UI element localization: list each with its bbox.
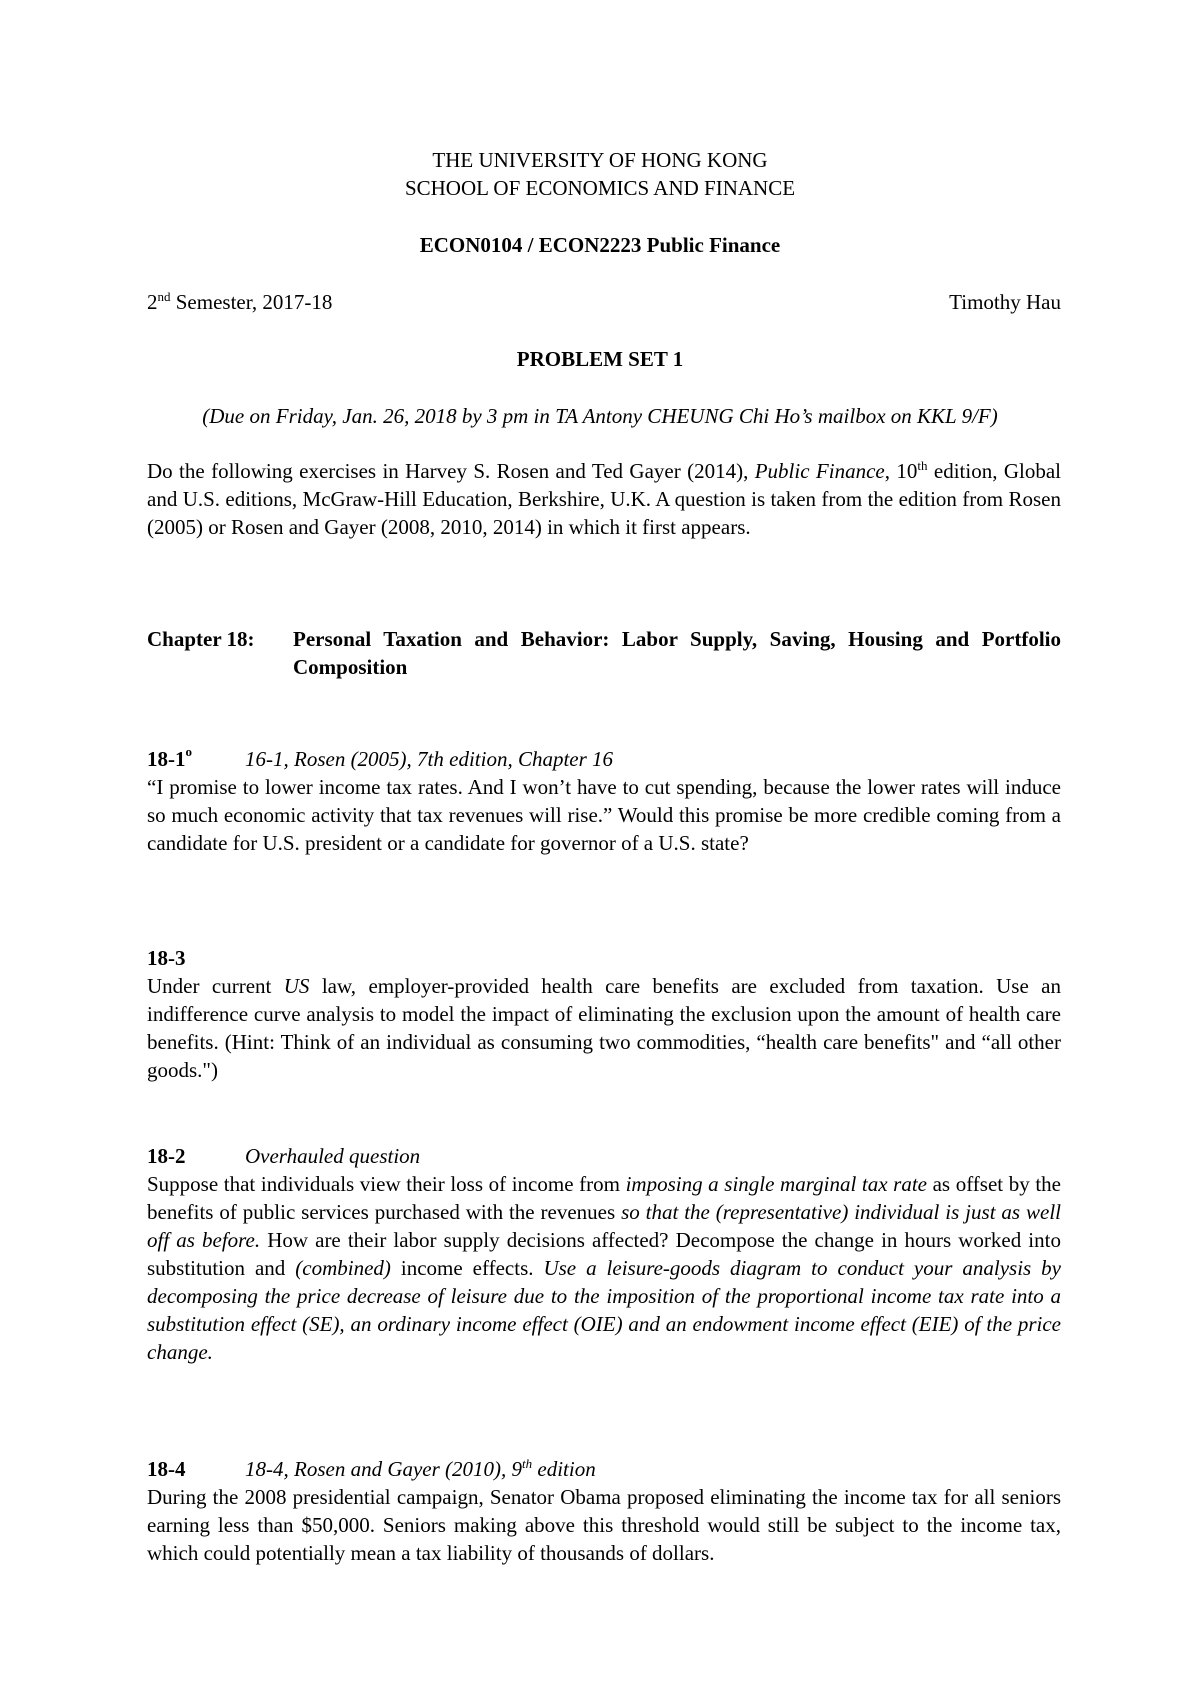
question-text: Suppose that individuals view their loss of income from imposing a single marginal tax rate as offset by the benefits of public services purchased with the revenues so that the (representative) individual is just as well off as before. How are their labor supply decisions affected? Decompose the change in hours worked into substitution and (combined) income effects. Use a leisure-goods diagram to conduct your analysis by decomposing the price decrease of leisure due to the imposition of the proportional income tax rate into a substitution effect (SE), an ordinary income effect (OIE) and an endowment income effect (EIE) of the price change.	[147, 1172, 1061, 1364]
intro-paragraph: Do the following exercises in Harvey S. Rosen and Ted Gayer (2014), Public Finance, 10th edition, Global and U.S. editions, McGraw-Hill Education, Berkshire, U.K. A question is taken from the edition from Rosen (2005) or Rosen and Gayer (2008, 2010, 2014) in which it first appears.	[147, 458, 1062, 539]
university-name: THE UNIVERSITY OF HONG KONG	[432, 148, 768, 172]
question-source: 16-1, Rosen (2005), 7th edition, Chapter 16	[245, 747, 614, 771]
chapter-label: Chapter 18:	[147, 627, 255, 651]
question-text: During the 2008 presidential campaign, Senator Obama proposed eliminating the income tax for all seniors earning less than $50,000. Seniors making above this threshold would still be subject to the income tax, which could potentially mean a tax liability of thousands of dollars.	[147, 1485, 1061, 1565]
question-source: Overhauled question	[245, 1144, 421, 1168]
chapter-title: Personal Taxation and Behavior: Labor Supply, Saving, Housing and Portfolio Composition	[293, 627, 1061, 679]
question-number: 18-2	[147, 1144, 186, 1168]
course-title: ECON0104 / ECON2223 Public Finance	[419, 233, 781, 257]
question-number: 18-4	[147, 1457, 186, 1481]
question-source: 18-4, Rosen and Gayer (2010), 9th edition	[245, 1456, 596, 1481]
question-text: Under current US law, employer-provided health care benefits are excluded from taxation. Use an indifference curve analysis to model the impact of eliminating the exclusion upon the amount of health care benefits. (Hint: Think of an individual as consuming two commodities, “health care benefits" and “all other goods.")	[147, 974, 1061, 1082]
question-number: 18-1$^o$	[147, 744, 192, 771]
semester: 2nd Semester, 2017-18	[147, 289, 333, 314]
question-text: “I promise to lower income tax rates. And I won’t have to cut spending, because the lower rates will induce so much economic activity that tax revenues will rise.” Would this promise be more credible coming from a candidate for U.S. president or a candidate for governor of a U.S. state?	[147, 775, 1061, 855]
question-number: 18-3	[147, 946, 186, 970]
school-name: SCHOOL OF ECONOMICS AND FINANCE	[404, 176, 796, 200]
instructor-name: Timothy Hau	[949, 290, 1061, 314]
problem-set-title: PROBLEM SET 1	[516, 347, 684, 371]
due-date: (Due on Friday, Jan. 26, 2018 by 3 pm in TA Antony CHEUNG Chi Ho’s mailbox on KKL 9/F)	[202, 404, 998, 428]
